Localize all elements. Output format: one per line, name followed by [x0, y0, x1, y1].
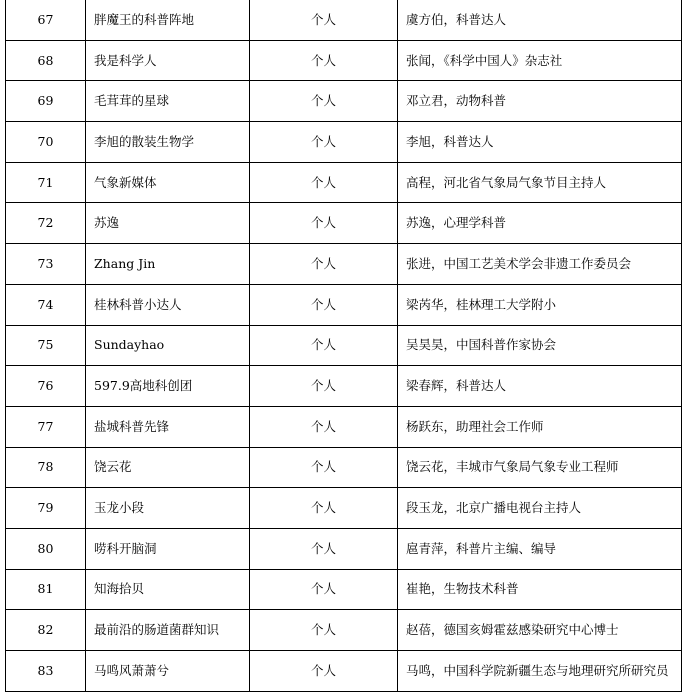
table-row — [6, 284, 682, 325]
table-row — [6, 366, 682, 407]
account-type: 个人 — [250, 81, 398, 122]
account-type: 个人 — [250, 528, 398, 569]
account-name: 胖魔王的科普阵地 — [86, 0, 250, 40]
author-info: 张进，中国工艺美术学会非遗工作委员会 — [398, 244, 682, 285]
account-name: 知海拾贝 — [86, 569, 250, 610]
table-row — [6, 122, 682, 163]
science-media-table — [5, 0, 682, 692]
table-row — [6, 81, 682, 122]
account-type: 个人 — [250, 203, 398, 244]
row-number: 74 — [6, 284, 86, 325]
account-name: 597.9高地科创团 — [86, 366, 250, 407]
account-name: 桂林科普小达人 — [86, 284, 250, 325]
row-number: 80 — [6, 528, 86, 569]
row-number: 79 — [6, 488, 86, 529]
account-name: 饶云花 — [86, 447, 250, 488]
table-row — [6, 488, 682, 529]
account-name: 毛茸茸的星球 — [86, 81, 250, 122]
account-type: 个人 — [250, 406, 398, 447]
author-info: 张闻，《科学中国人》杂志社 — [398, 40, 682, 81]
row-number: 68 — [6, 40, 86, 81]
author-info: 梁芮华，桂林理工大学附小 — [398, 284, 682, 325]
table-row — [6, 203, 682, 244]
table-row — [6, 447, 682, 488]
account-type: 个人 — [250, 447, 398, 488]
author-info: 崔艳，生物技术科普 — [398, 569, 682, 610]
account-name: 最前沿的肠道菌群知识 — [86, 610, 250, 651]
author-info: 段玉龙，北京广播电视台主持人 — [398, 488, 682, 529]
account-type: 个人 — [250, 122, 398, 163]
row-number: 82 — [6, 610, 86, 651]
table-row — [6, 325, 682, 366]
account-type: 个人 — [250, 610, 398, 651]
row-number: 70 — [6, 122, 86, 163]
account-type: 个人 — [250, 40, 398, 81]
account-type: 个人 — [250, 162, 398, 203]
row-number: 77 — [6, 406, 86, 447]
table-row — [6, 406, 682, 447]
account-type: 个人 — [250, 244, 398, 285]
account-name: 气象新媒体 — [86, 162, 250, 203]
author-info: 扈青萍，科普片主编、编导 — [398, 528, 682, 569]
table-row — [6, 610, 682, 651]
account-type: 个人 — [250, 366, 398, 407]
row-number: 71 — [6, 162, 86, 203]
table-row — [6, 0, 682, 40]
table-body — [6, 0, 682, 691]
author-info: 饶云花，丰城市气象局气象专业工程师 — [398, 447, 682, 488]
row-number: 72 — [6, 203, 86, 244]
table-row — [6, 162, 682, 203]
author-info: 吴昊昊，中国科普作家协会 — [398, 325, 682, 366]
account-name: 唠科开脑洞 — [86, 528, 250, 569]
author-info: 李旭，科普达人 — [398, 122, 682, 163]
table-row — [6, 40, 682, 81]
row-number: 67 — [6, 0, 86, 40]
author-info: 赵蓓，德国亥姆霍兹感染研究中心博士 — [398, 610, 682, 651]
author-info: 马鸣，中国科学院新疆生态与地理研究所研究员 — [398, 651, 682, 692]
row-number: 69 — [6, 81, 86, 122]
row-number: 75 — [6, 325, 86, 366]
table-row — [6, 651, 682, 692]
account-type: 个人 — [250, 488, 398, 529]
account-name: 马鸣风萧萧兮 — [86, 651, 250, 692]
author-info: 梁春辉，科普达人 — [398, 366, 682, 407]
account-type: 个人 — [250, 0, 398, 40]
row-number: 81 — [6, 569, 86, 610]
account-name: 盐城科普先锋 — [86, 406, 250, 447]
author-info: 高程，河北省气象局气象节目主持人 — [398, 162, 682, 203]
account-name: 苏逸 — [86, 203, 250, 244]
account-name: Sundayhao — [86, 325, 250, 366]
author-info: 邓立君，动物科普 — [398, 81, 682, 122]
author-info: 苏逸，心理学科普 — [398, 203, 682, 244]
author-info: 杨跃东，助理社会工作师 — [398, 406, 682, 447]
account-name: 玉龙小段 — [86, 488, 250, 529]
account-type: 个人 — [250, 284, 398, 325]
account-name: 我是科学人 — [86, 40, 250, 81]
account-name: Zhang Jin — [86, 244, 250, 285]
author-info: 虞方伯，科普达人 — [398, 0, 682, 40]
account-type: 个人 — [250, 569, 398, 610]
account-name: 李旭的散装生物学 — [86, 122, 250, 163]
table-row — [6, 528, 682, 569]
account-type: 个人 — [250, 325, 398, 366]
row-number: 73 — [6, 244, 86, 285]
table-row — [6, 569, 682, 610]
row-number: 78 — [6, 447, 86, 488]
row-number: 76 — [6, 366, 86, 407]
table-row — [6, 244, 682, 285]
row-number: 83 — [6, 651, 86, 692]
account-type: 个人 — [250, 651, 398, 692]
